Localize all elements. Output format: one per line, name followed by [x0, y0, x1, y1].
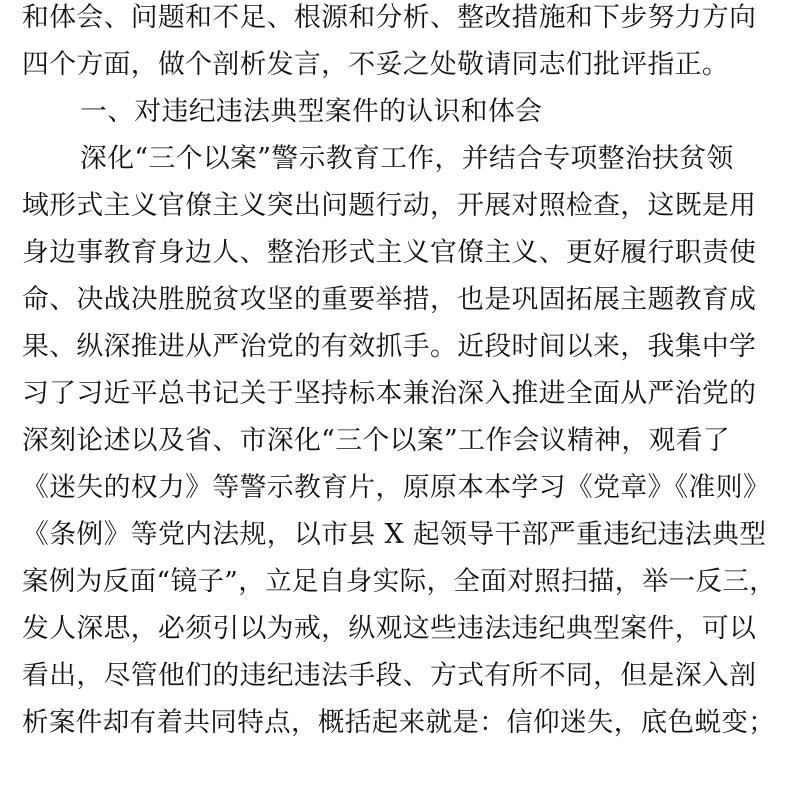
paragraph-line-15: 析案件却有着共同特点，概括起来就是：信仰迷失，底色蜕变； [22, 707, 776, 738]
paragraph-line-10: 《迷失的权力》等警示教育片，原原本本学习《党章》《准则》 [22, 472, 771, 503]
paragraph-line-2: 四个方面，做个剖析发言，不妥之处敬请同志们批评指正。 [22, 49, 730, 80]
paragraph-line-5: 身边事教育身边人、整治形式主义官僚主义、更好履行职责使 [22, 237, 757, 268]
section-heading: 一、对违纪违法典型案件的认识和体会 [80, 96, 543, 127]
paragraph-line-4: 域形式主义官僚主义突出问题行动，开展对照检查，这既是用 [22, 190, 757, 221]
paragraph-line-6: 命、决战决胜脱贫攻坚的重要举措，也是巩固拓展主题教育成 [22, 284, 757, 315]
paragraph-line-3: 深化“三个以案”警示教育工作，并结合专项整治扶贫领 [80, 143, 734, 174]
paragraph-line-13: 发人深思，必须引以为戒，纵观这些违法违纪典型案件，可以 [22, 613, 757, 644]
paragraph-line-7: 果、纵深推进从严治党的有效抓手。近段时间以来，我集中学 [22, 331, 757, 362]
paragraph-line-14: 看出，尽管他们的违纪违法手段、方式有所不同，但是深入剖 [22, 660, 757, 691]
paragraph-line-9: 深刻论述以及省、市深化“三个以案”工作会议精神，观看了 [22, 425, 731, 456]
paragraph-line-1: 和体会、问题和不足、根源和分析、整改措施和下步努力方向 [22, 2, 757, 33]
paragraph-line-8: 习了习近平总书记关于坚持标本兼治深入推进全面从严治党的 [22, 378, 757, 409]
paragraph-line-11: 《条例》等党内法规，以市县 X 起领导干部严重违纪违法典型 [22, 519, 767, 550]
paragraph-line-12: 案例为反面“镜子”，立足自身实际，全面对照扫描，举一反三， [22, 566, 777, 597]
